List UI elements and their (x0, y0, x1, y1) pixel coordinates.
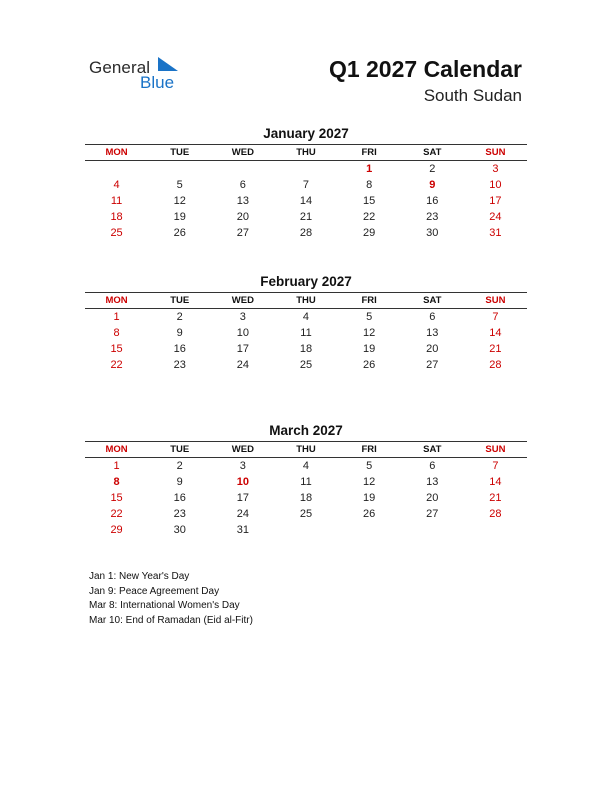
day-cell: 22 (363, 211, 376, 223)
weekday-label: FRI (361, 295, 377, 306)
day-cell: 23 (173, 508, 186, 520)
day-cell: 19 (173, 211, 186, 223)
weekday-header-row (85, 441, 527, 458)
day-cell: 15 (363, 195, 376, 207)
day-cell (464, 522, 527, 538)
weekday-label: MON (105, 295, 128, 306)
day-cell: 10 (489, 179, 502, 191)
weekday-label: TUE (170, 444, 190, 455)
day-grid (85, 458, 527, 538)
logo-flag-icon (158, 57, 178, 71)
day-cell: 6 (239, 179, 246, 191)
day-cell: 9 (429, 179, 436, 191)
day-cell: 21 (489, 492, 502, 504)
day-cell: 12 (363, 327, 376, 339)
logo-blue-text: Blue (140, 73, 175, 92)
day-cell: 18 (110, 211, 123, 223)
day-cell: 4 (113, 179, 120, 191)
day-cell: 10 (236, 476, 249, 488)
day-cell: 9 (176, 327, 183, 339)
day-cell: 18 (299, 343, 313, 355)
day-cell: 13 (426, 327, 439, 339)
day-cell: 13 (426, 476, 439, 488)
day-cell: 28 (489, 359, 502, 371)
day-cell: 25 (299, 508, 313, 520)
day-cell: 29 (363, 227, 376, 239)
day-cell: 8 (113, 327, 120, 339)
day-cell: 7 (302, 179, 310, 191)
weekday-label: TUE (170, 147, 190, 158)
day-cell: 8 (113, 476, 120, 488)
day-cell (274, 522, 337, 538)
day-cell: 1 (113, 311, 120, 323)
weekday-header-row (85, 292, 527, 309)
day-cell: 5 (366, 460, 373, 472)
day-cell: 22 (110, 359, 123, 371)
day-cell: 20 (236, 211, 249, 223)
month-january (85, 125, 527, 241)
day-grid (85, 309, 527, 373)
day-cell: 22 (110, 508, 123, 520)
month-march (85, 422, 527, 538)
day-cell: 7 (492, 311, 499, 323)
day-cell: 14 (299, 195, 313, 207)
day-cell: 26 (173, 227, 186, 239)
day-cell: 13 (236, 195, 249, 207)
day-cell: 29 (110, 524, 123, 536)
weekday-label: SUN (485, 295, 506, 306)
weekday-label: SUN (485, 444, 506, 455)
day-cell: 2 (429, 163, 436, 175)
day-cell: 20 (426, 492, 439, 504)
weekday-label: SAT (423, 444, 442, 455)
weekday-label: THU (296, 444, 316, 455)
holiday-note: Mar 8: International Women's Day (89, 600, 240, 611)
day-cell: 24 (489, 211, 502, 223)
day-cell: 14 (489, 327, 502, 339)
logo-general-text: General (89, 58, 151, 77)
day-cell: 31 (236, 524, 249, 536)
day-cell: 26 (363, 359, 376, 371)
day-cell: 2 (176, 311, 183, 323)
weekday-label: WED (231, 295, 254, 306)
month-title: February 2027 (260, 274, 352, 289)
weekday-header-row (85, 144, 527, 161)
day-cell: 30 (173, 524, 186, 536)
day-cell: 4 (302, 311, 310, 323)
day-cell: 27 (426, 359, 439, 371)
weekday-label: FRI (361, 444, 377, 455)
day-cell: 11 (300, 476, 312, 488)
day-cell: 3 (492, 163, 499, 175)
day-cell (274, 161, 337, 177)
day-cell: 9 (176, 476, 183, 488)
weekday-label: THU (296, 295, 316, 306)
weekday-label: FRI (361, 147, 377, 158)
day-cell: 17 (236, 343, 249, 355)
page-title: Q1 2027 Calendar (328, 56, 522, 82)
weekday-label: WED (231, 444, 254, 455)
day-grid (85, 161, 527, 241)
holiday-note: Jan 9: Peace Agreement Day (89, 585, 220, 597)
month-february (85, 273, 527, 373)
day-cell: 25 (299, 359, 313, 371)
day-cell: 27 (426, 508, 439, 520)
weekday-label: MON (105, 147, 128, 158)
month-title: March 2027 (269, 423, 343, 438)
day-cell: 4 (302, 460, 310, 472)
day-cell: 21 (489, 343, 502, 355)
day-cell: 8 (366, 179, 373, 191)
day-cell: 25 (110, 227, 123, 239)
day-cell: 1 (366, 163, 373, 175)
weekday-label: MON (105, 444, 128, 455)
day-cell: 31 (489, 227, 502, 239)
weekday-label: THU (296, 147, 316, 158)
day-cell: 24 (236, 359, 249, 371)
day-cell (338, 522, 401, 538)
day-cell: 14 (489, 476, 502, 488)
day-cell: 10 (236, 327, 249, 339)
day-cell: 5 (366, 311, 373, 323)
day-cell: 11 (110, 195, 123, 207)
day-cell: 26 (363, 508, 376, 520)
month-title: January 2027 (263, 126, 349, 141)
day-cell: 28 (489, 508, 502, 520)
day-cell: 1 (113, 460, 120, 472)
page-subtitle: South Sudan (423, 86, 522, 105)
day-cell: 27 (236, 227, 249, 239)
day-cell: 5 (176, 179, 183, 191)
day-cell (148, 161, 211, 177)
day-cell: 23 (426, 211, 439, 223)
day-cell: 6 (429, 460, 436, 472)
day-cell: 18 (299, 492, 313, 504)
day-cell: 20 (426, 343, 439, 355)
day-cell: 7 (492, 460, 499, 472)
brand-logo (89, 56, 199, 96)
weekday-label: WED (231, 147, 254, 158)
day-cell: 12 (363, 476, 376, 488)
holiday-note: Mar 10: End of Ramadan (Eid al-Fitr) (89, 614, 253, 626)
day-cell: 16 (173, 492, 186, 504)
day-cell: 6 (429, 311, 436, 323)
weekday-label: TUE (170, 295, 190, 306)
day-cell: 24 (236, 508, 249, 520)
day-cell: 2 (176, 460, 183, 472)
weekday-label: SUN (485, 147, 506, 158)
holiday-notes (89, 570, 253, 628)
day-cell: 23 (173, 359, 186, 371)
day-cell (85, 161, 148, 177)
weekday-label: SAT (423, 147, 442, 158)
day-cell (211, 161, 274, 177)
day-cell: 19 (363, 343, 376, 355)
weekday-label: SAT (423, 295, 442, 306)
day-cell: 15 (110, 492, 123, 504)
day-cell: 21 (299, 211, 313, 223)
day-cell: 19 (363, 492, 376, 504)
day-cell: 3 (239, 460, 246, 472)
day-cell (401, 522, 464, 538)
holiday-note: Jan 1: New Year's Day (89, 571, 190, 582)
day-cell: 17 (236, 492, 249, 504)
day-cell: 16 (173, 343, 186, 355)
day-cell: 28 (299, 227, 313, 239)
day-cell: 17 (489, 195, 502, 207)
day-cell: 11 (300, 327, 312, 339)
day-cell: 3 (239, 311, 246, 323)
day-cell: 16 (426, 195, 439, 207)
day-cell: 15 (110, 343, 123, 355)
day-cell: 12 (173, 195, 186, 207)
day-cell: 30 (426, 227, 439, 239)
